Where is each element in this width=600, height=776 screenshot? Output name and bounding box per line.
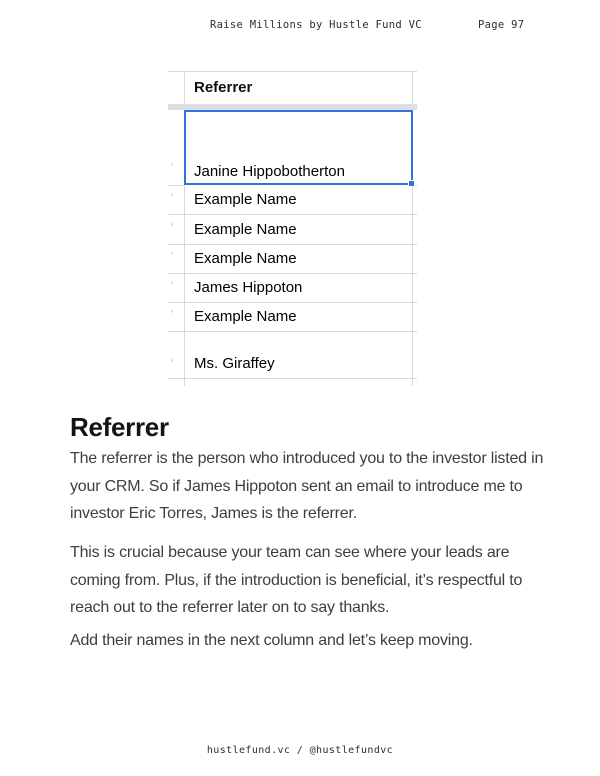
sheet-cell[interactable] <box>184 185 412 214</box>
cell-value: Example Name <box>194 250 297 267</box>
page-number: Page 97 <box>478 19 525 31</box>
section-heading: Referrer <box>70 412 169 442</box>
book-title: Raise Millions by Hustle Fund VC <box>210 19 422 31</box>
truncated-text-mark: ’ <box>171 280 173 290</box>
cell-value: Ms. Giraffey <box>194 355 275 372</box>
truncated-text-mark: ’ <box>171 358 173 368</box>
sheet-cell[interactable] <box>184 273 412 302</box>
truncated-text-mark: ’ <box>171 162 173 172</box>
truncated-text-mark: ’ <box>171 192 173 202</box>
paragraph: The referrer is the person who introduced you to the investor listed in your CRM. So if James Hippoton sent an email to introduce me to investor Eric Torres, James is the referrer. <box>70 450 544 522</box>
cell-value: James Hippoton <box>194 279 303 296</box>
sheet-cell[interactable] <box>184 244 412 273</box>
truncated-text-mark: ’ <box>171 222 173 232</box>
truncated-text-mark: ’ <box>171 251 173 261</box>
truncated-text-mark: ’ <box>171 309 173 319</box>
cell-value: Example Name <box>194 191 297 208</box>
page-footer: hustlefund.vc / @hustlefundvc <box>206 745 394 756</box>
column-header-referrer[interactable] <box>184 71 412 104</box>
gridline <box>168 378 417 379</box>
cell-value: Example Name <box>194 220 297 238</box>
paragraph: This is crucial because your team can see where your leads are coming from. Plus, if the introduction is beneficial, it’s respectful to reach out to the referrer later on to say thanks. <box>70 544 523 616</box>
sheet-cell[interactable] <box>184 214 412 244</box>
paragraph: Add their names in the next column and let’s keep moving. <box>70 632 473 649</box>
spreadsheet-screenshot <box>168 71 417 386</box>
sheet-cell[interactable] <box>184 302 412 331</box>
cell-value: Example Name <box>194 308 297 325</box>
selected-cell-value: Janine Hippobotherton <box>194 163 345 180</box>
page-header <box>0 19 600 33</box>
selection-fill-handle[interactable] <box>408 180 415 187</box>
column-header-label: Referrer <box>194 79 253 96</box>
sheet-cell[interactable] <box>184 331 412 378</box>
gridline <box>168 185 184 186</box>
selected-cell[interactable] <box>184 110 413 185</box>
